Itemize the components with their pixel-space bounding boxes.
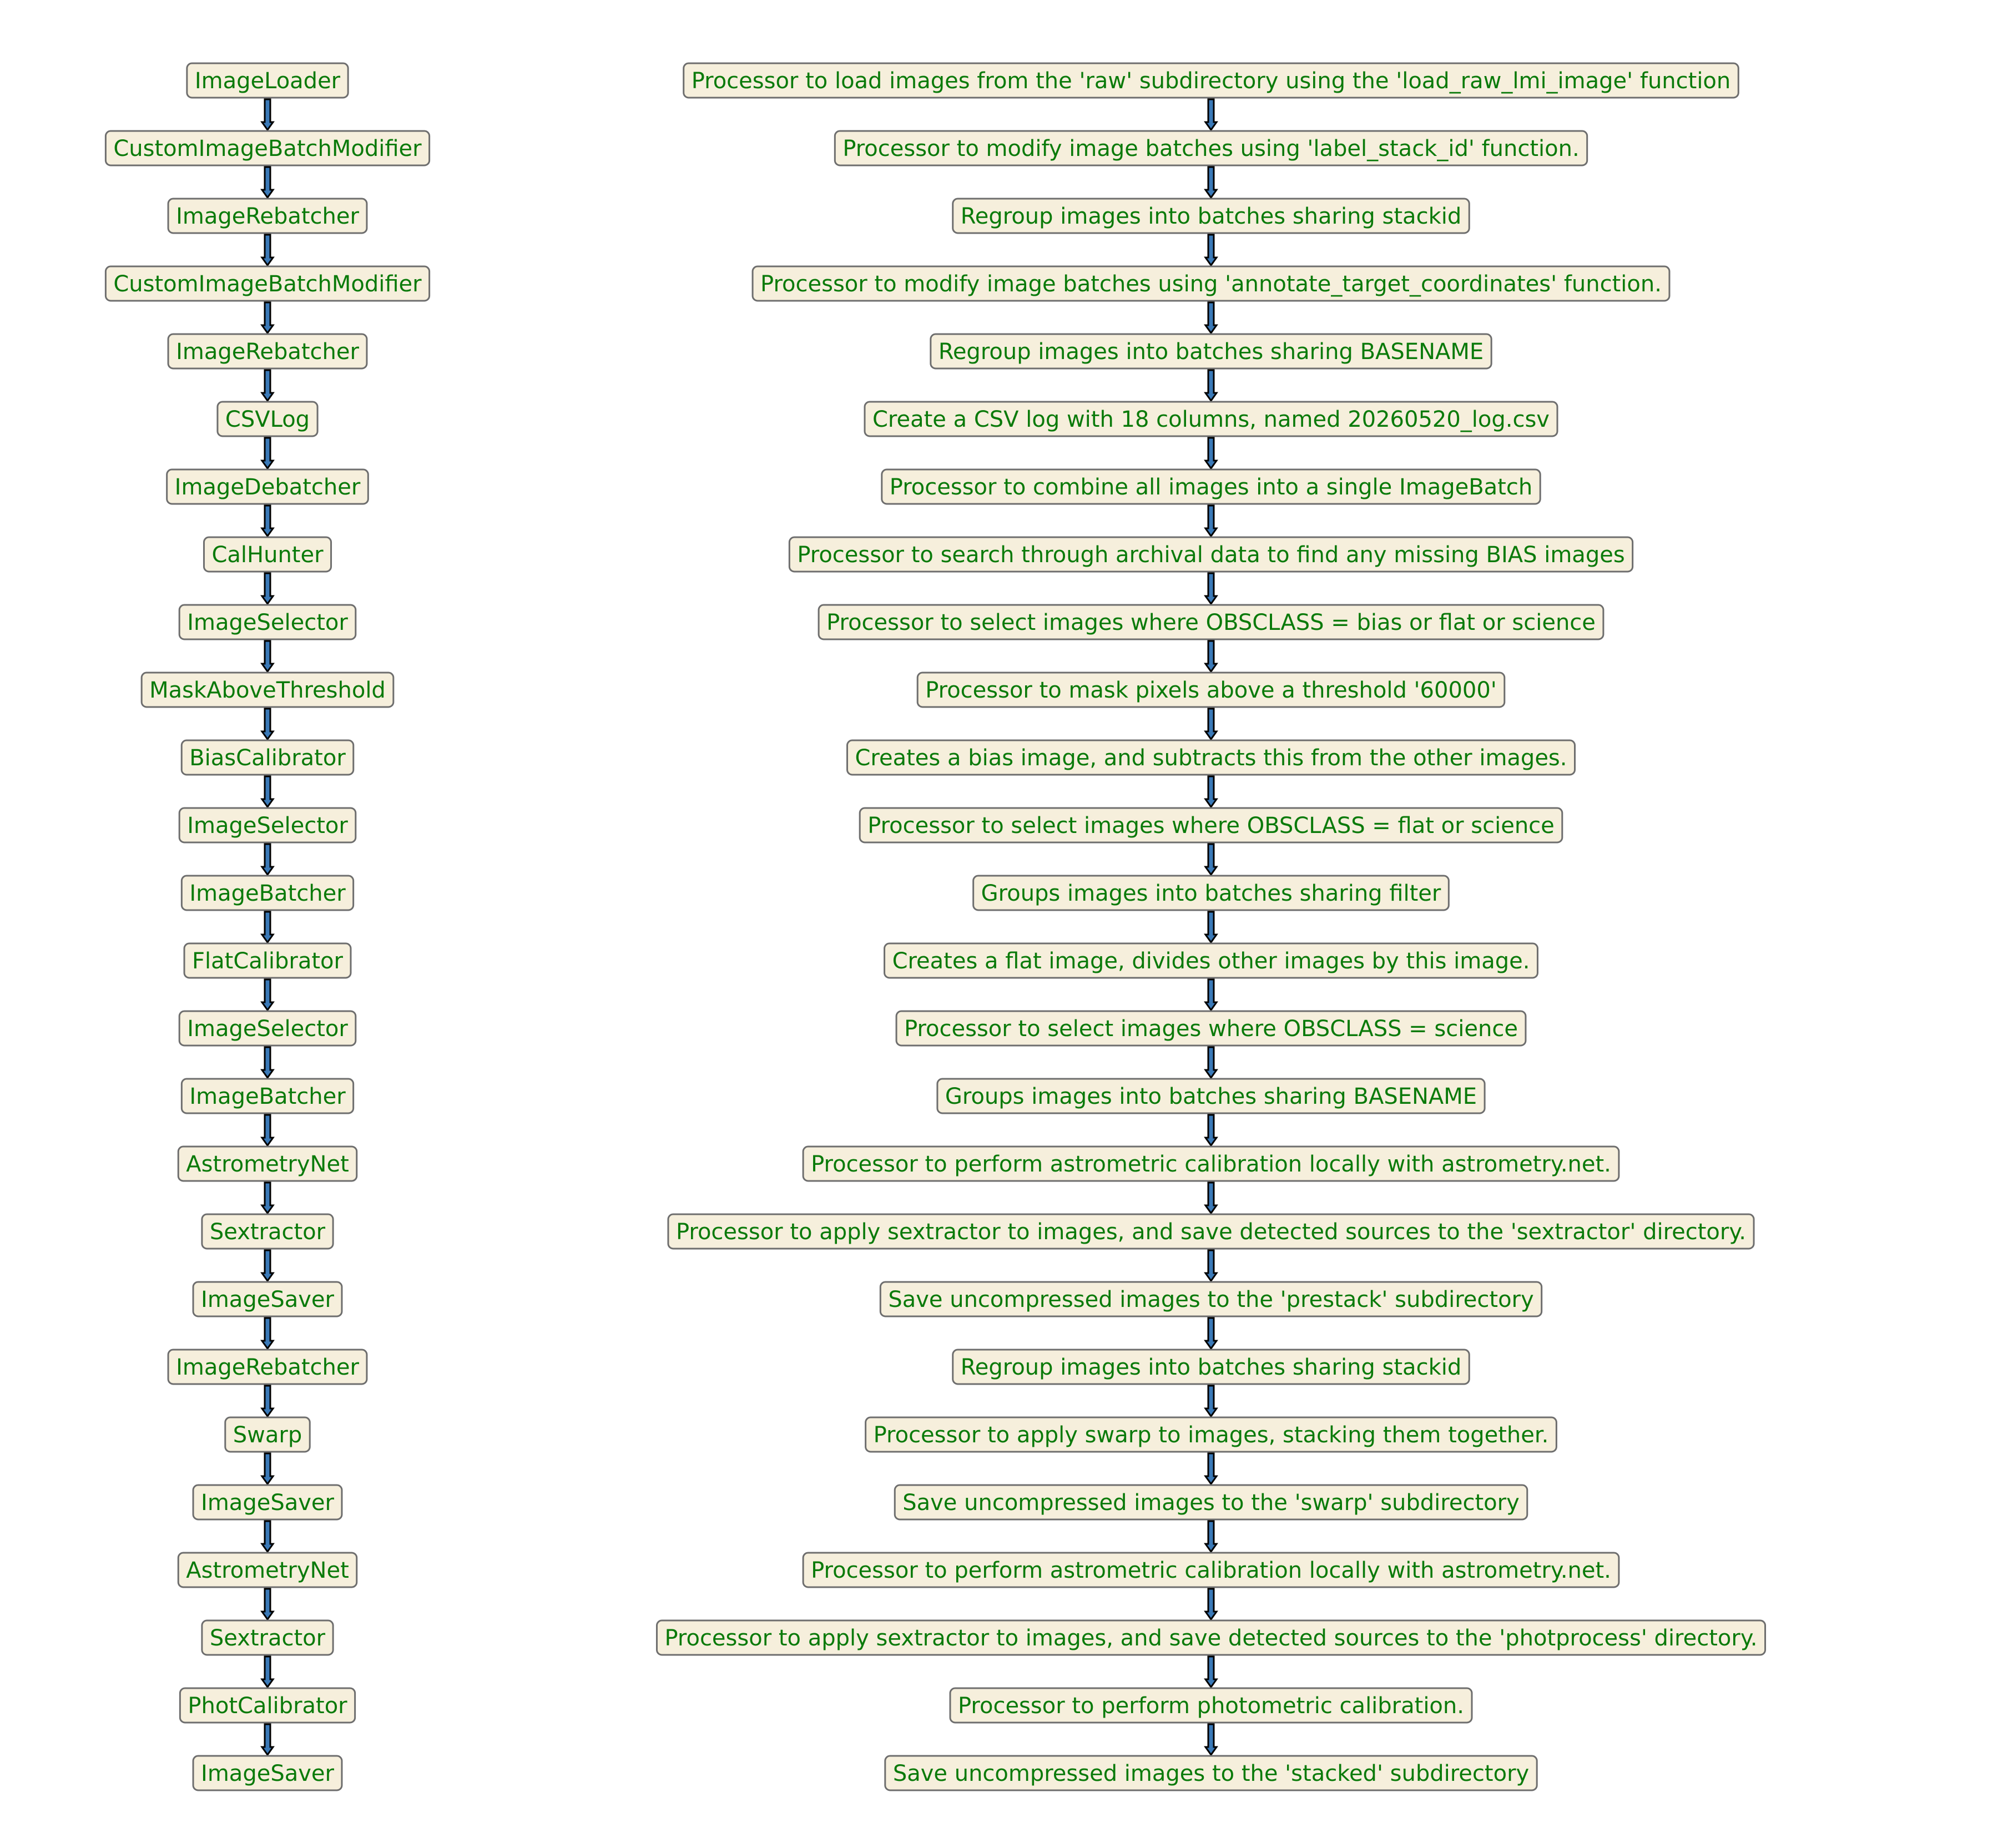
- node-label: ImageDebatcher: [174, 474, 361, 500]
- node-label: ImageBatcher: [189, 881, 346, 906]
- flow-arrow: [262, 1589, 273, 1619]
- node-label: Processor to perform photometric calibration.: [958, 1693, 1464, 1719]
- node-label: ImageSaver: [201, 1490, 334, 1516]
- flow-arrow: [1205, 370, 1217, 401]
- node-label: Processor to combine all images into a single ImageBatch: [889, 474, 1533, 500]
- flow-arrow: [262, 1386, 273, 1416]
- node-label: Processor to select images where OBSCLASS = bias or flat or science: [826, 610, 1596, 635]
- description-node: [953, 199, 1469, 233]
- flow-arrow: [1205, 438, 1217, 468]
- description-node: [835, 131, 1587, 165]
- node-label: FlatCalibrator: [192, 948, 343, 974]
- description-node: [753, 266, 1669, 301]
- description-node: [950, 1688, 1472, 1723]
- description-node: [657, 1620, 1765, 1655]
- node-label: Groups images into batches sharing filter: [981, 881, 1441, 906]
- description-column: [657, 63, 1765, 1790]
- node-label: BiasCalibrator: [189, 745, 346, 771]
- flow-arrow: [1205, 1183, 1217, 1213]
- description-node: [865, 402, 1557, 436]
- description-node: [860, 808, 1562, 842]
- flow-arrow: [262, 438, 273, 468]
- description-node: [803, 1147, 1619, 1181]
- flow-arrow: [1205, 1521, 1217, 1552]
- description-node: [896, 1011, 1526, 1046]
- processor-node: [180, 1688, 355, 1723]
- node-label: ImageSaver: [201, 1761, 334, 1786]
- flow-arrow: [262, 573, 273, 604]
- node-label: ImageSelector: [187, 813, 348, 839]
- node-label: CustomImageBatchModifier: [113, 271, 422, 297]
- node-label: AstrometryNet: [186, 1558, 349, 1583]
- description-node: [866, 1417, 1557, 1452]
- processor-node: [179, 605, 356, 639]
- node-label: ImageSaver: [201, 1287, 334, 1312]
- node-label: CalHunter: [211, 542, 324, 568]
- node-label: Processor to mask pixels above a threshold '60000': [925, 678, 1497, 703]
- flow-arrow: [1205, 1318, 1217, 1349]
- processor-node: [105, 266, 429, 301]
- flow-arrow: [1205, 1386, 1217, 1416]
- processor-node: [193, 1485, 342, 1519]
- flow-arrow: [262, 1724, 273, 1755]
- flow-arrow: [262, 1250, 273, 1281]
- flow-arrow: [1205, 1453, 1217, 1484]
- node-label: Regroup images into batches sharing BASENAME: [938, 339, 1484, 365]
- flow-arrow: [1205, 776, 1217, 807]
- flow-arrow: [262, 370, 273, 401]
- flow-arrow: [262, 776, 273, 807]
- node-label: ImageSelector: [187, 1016, 348, 1042]
- flow-arrow: [262, 1318, 273, 1349]
- flow-arrow: [262, 1453, 273, 1484]
- processor-node: [168, 1350, 367, 1384]
- flow-arrow: [1205, 235, 1217, 265]
- processor-node: [193, 1282, 342, 1316]
- node-label: Processor to search through archival data to find any missing BIAS images: [797, 542, 1625, 568]
- description-node: [885, 1756, 1537, 1790]
- node-label: ImageRebatcher: [176, 339, 359, 365]
- node-label: Sextractor: [209, 1219, 326, 1245]
- processor-node: [202, 1214, 333, 1249]
- node-label: ImageLoader: [194, 68, 341, 94]
- node-label: ImageRebatcher: [176, 204, 359, 229]
- processor-node: [202, 1620, 333, 1655]
- processor-node: [168, 334, 367, 368]
- processor-node: [142, 673, 393, 707]
- node-label: Processor to modify image batches using 'annotate_target_coordinates' function.: [760, 271, 1662, 297]
- flow-arrow: [262, 302, 273, 333]
- flow-arrow: [262, 709, 273, 739]
- flow-arrow: [262, 1183, 273, 1213]
- flow-arrow: [1205, 641, 1217, 671]
- flow-arrow: [262, 641, 273, 671]
- node-label: AstrometryNet: [186, 1152, 349, 1177]
- flow-arrow: [262, 1657, 273, 1687]
- node-label: ImageSelector: [187, 610, 348, 635]
- node-label: ImageRebatcher: [176, 1355, 359, 1380]
- node-label: PhotCalibrator: [188, 1693, 347, 1719]
- flow-arrow: [1205, 1724, 1217, 1755]
- description-node: [684, 63, 1739, 98]
- processor-node: [167, 469, 369, 504]
- node-label: Processor to select images where OBSCLASS = flat or science: [867, 813, 1555, 839]
- flow-arrow: [1205, 99, 1217, 130]
- description-node: [953, 1350, 1469, 1384]
- node-label: Save uncompressed images to the 'swarp' subdirectory: [902, 1490, 1520, 1516]
- flow-arrow: [1205, 1115, 1217, 1145]
- flow-arrow: [1205, 709, 1217, 739]
- processor-node: [204, 537, 331, 572]
- node-label: Sextractor: [209, 1625, 326, 1651]
- flow-arrow: [1205, 1250, 1217, 1281]
- processor-node: [184, 943, 351, 978]
- flow-arrow: [1205, 1589, 1217, 1619]
- node-label: Swarp: [233, 1422, 302, 1448]
- processor-node: [193, 1756, 342, 1790]
- processor-node: [179, 808, 356, 842]
- processor-node: [168, 199, 367, 233]
- description-node: [973, 876, 1449, 910]
- flow-arrow: [262, 167, 273, 198]
- flow-arrow: [262, 912, 273, 942]
- processor-node: [218, 402, 317, 436]
- description-node: [789, 537, 1632, 572]
- flow-arrow: [1205, 573, 1217, 604]
- node-label: ImageBatcher: [189, 1084, 346, 1109]
- flow-arrow: [1205, 912, 1217, 942]
- flow-arrow: [1205, 979, 1217, 1010]
- description-node: [895, 1485, 1527, 1519]
- processor-node: [181, 876, 353, 910]
- flow-arrow: [1205, 167, 1217, 198]
- node-label: CustomImageBatchModifier: [113, 136, 422, 161]
- node-label: Groups images into batches sharing BASENAME: [945, 1084, 1477, 1109]
- flow-arrow: [262, 506, 273, 536]
- node-label: Processor to apply swarp to images, stacking them together.: [873, 1422, 1549, 1448]
- description-node: [668, 1214, 1754, 1249]
- node-label: Processor to perform astrometric calibration locally with astrometry.net.: [811, 1558, 1611, 1583]
- node-label: Processor to perform astrometric calibration locally with astrometry.net.: [811, 1152, 1611, 1177]
- node-label: Processor to apply sextractor to images, and save detected sources to the 'sextractor' directory.: [675, 1219, 1747, 1245]
- flow-arrow: [262, 235, 273, 265]
- flow-arrow: [1205, 1657, 1217, 1687]
- node-label: Create a CSV log with 18 columns, named 20260520_log.csv: [872, 407, 1550, 432]
- processor-node: [105, 131, 429, 165]
- flow-arrow: [262, 1047, 273, 1078]
- node-label: Processor to load images from the 'raw' subdirectory using the 'load_raw_lmi_image' function: [691, 68, 1731, 94]
- processor-node: [181, 1079, 353, 1113]
- node-label: Processor to apply sextractor to images, and save detected sources to the 'photprocess' directory.: [664, 1625, 1758, 1651]
- flow-arrow: [1205, 1047, 1217, 1078]
- node-label: Save uncompressed images to the 'stacked' subdirectory: [892, 1761, 1530, 1786]
- processor-node: [225, 1417, 310, 1452]
- node-label: Processor to modify image batches using 'label_stack_id' function.: [842, 136, 1580, 161]
- description-node: [917, 673, 1505, 707]
- flow-arrow: [262, 844, 273, 875]
- node-label: Processor to select images where OBSCLASS = science: [904, 1016, 1518, 1042]
- description-node: [882, 469, 1540, 504]
- description-node: [937, 1079, 1485, 1113]
- node-label: Regroup images into batches sharing stackid: [960, 204, 1462, 229]
- processor-node: [179, 1011, 356, 1046]
- processor-node: [178, 1147, 357, 1181]
- processor-node: [187, 63, 348, 98]
- description-node: [819, 605, 1603, 639]
- node-label: Save uncompressed images to the 'prestack' subdirectory: [888, 1287, 1534, 1312]
- flow-arrow: [1205, 506, 1217, 536]
- processor-node: [178, 1553, 357, 1587]
- flow-arrow: [262, 979, 273, 1010]
- description-node: [803, 1553, 1619, 1587]
- flow-arrow: [262, 1521, 273, 1552]
- node-label: Regroup images into batches sharing stackid: [960, 1355, 1462, 1380]
- node-label: Creates a bias image, and subtracts this from the other images.: [855, 745, 1567, 771]
- flow-arrow: [262, 99, 273, 130]
- processor-node: [181, 740, 354, 775]
- node-label: Creates a flat image, divides other images by this image.: [892, 948, 1530, 974]
- processor-column: [105, 63, 429, 1790]
- flow-arrow: [262, 1115, 273, 1145]
- description-node: [847, 740, 1575, 775]
- node-label: MaskAboveThreshold: [149, 678, 386, 703]
- flow-arrow: [1205, 844, 1217, 875]
- flow-arrow: [1205, 302, 1217, 333]
- description-node: [880, 1282, 1541, 1316]
- description-node: [931, 334, 1491, 368]
- node-label: CSVLog: [225, 407, 310, 432]
- description-node: [885, 943, 1538, 978]
